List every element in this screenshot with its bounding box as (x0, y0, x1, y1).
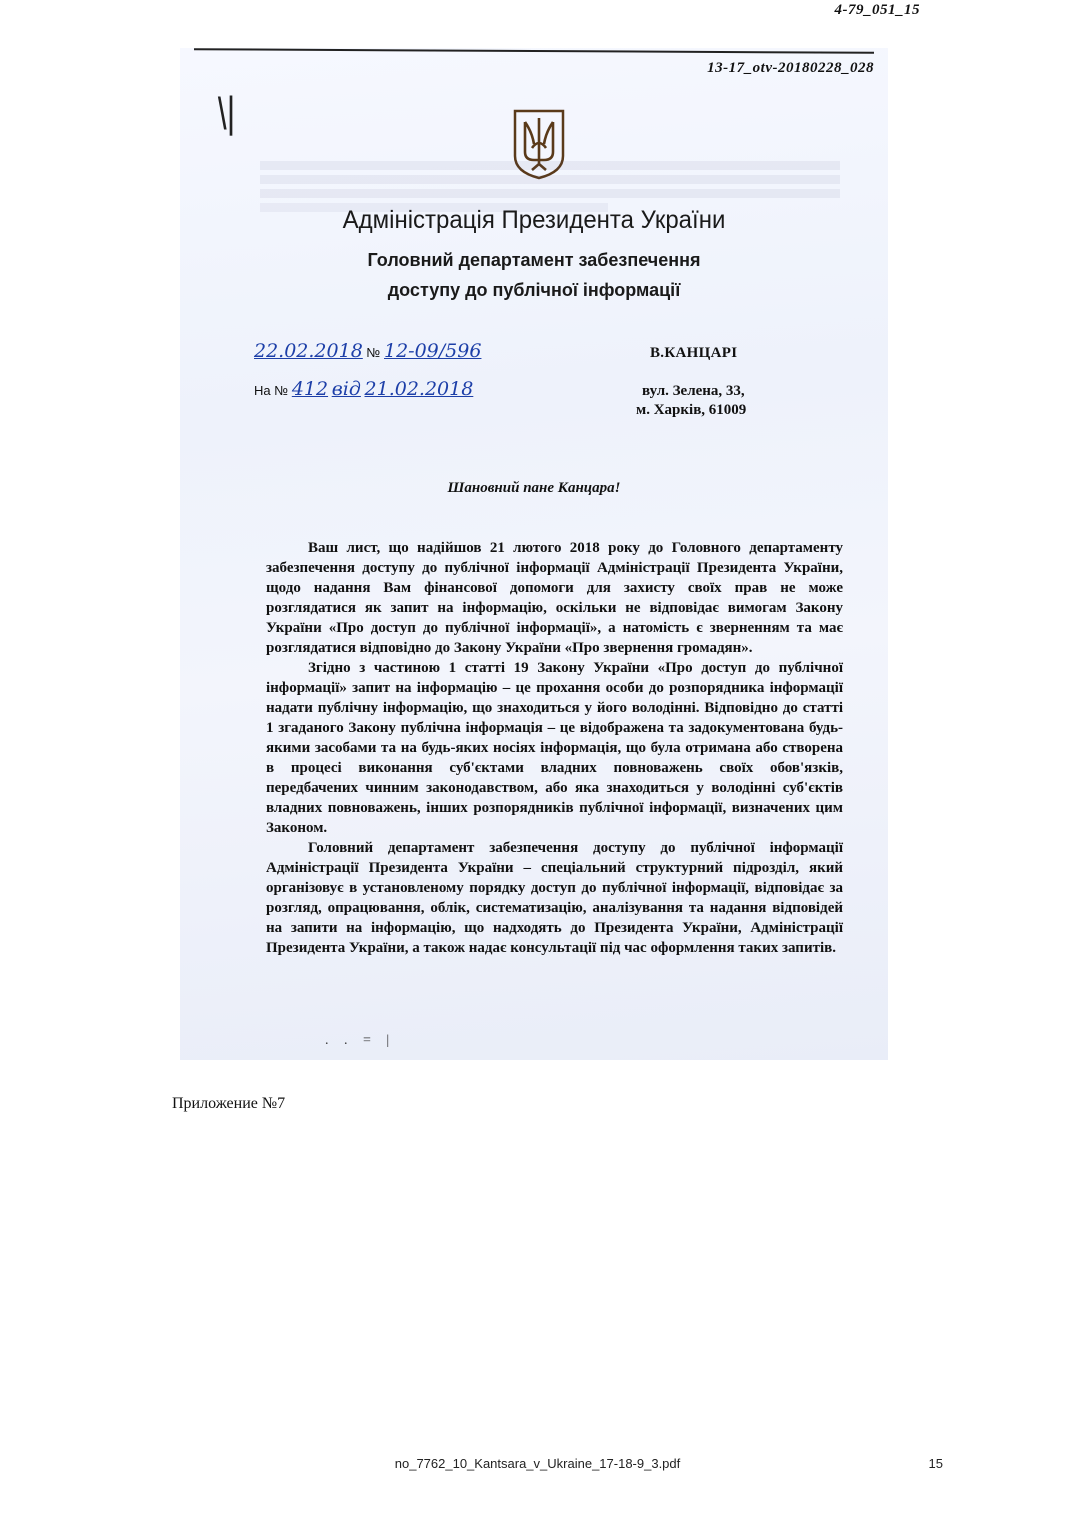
letter-body (266, 538, 843, 958)
paragraph: Згідно з частиною 1 статті 19 Закону України «Про доступ до публічної інформації» запит на інформацію – це прохання особи до розпорядника інформації надати публічну інформацію, що знаходиться у його володінні. Відповідно до статті 1 згаданого Закону публічна інформація – це відображена та задокументована будь-якими засобами та на будь-яких носіях інформація, що була отримана або створена в процесі виконання суб'єктами владних повноважень своїх обов'язків, передбачених чинним законодавством, або яка знаходиться у володінні суб'єктів владних повноважень, інших розпорядників публічної інформації, визначених цим Законом. (266, 660, 843, 836)
organization-name: Адміністрація Президента України (342, 206, 726, 234)
recipient-street: вул. Зелена, 33, (642, 383, 745, 399)
scan-code: 13-17_otv-20180228_028 (707, 60, 874, 76)
annex-label: Приложение №7 (172, 1095, 286, 1112)
reply-date: 21.02.2018 (364, 378, 474, 400)
paragraph: Ваш лист, що надійшов 21 лютого 2018 року до Головного департаменту забезпечення доступу до публічної інформації Адміністрації Президента України, щодо надання Вам фінансової допомоги для захисту своїх прав не може розглядатися як запит на інформацію, оскільки не відповідає вимогам Закону України «Про доступ до публічної інформації», а натомість є зверненням та має розглядатися відповідно до Закону України «Про звернення громадян». (266, 540, 843, 656)
recipient-city: м. Харків, 61009 (636, 402, 747, 418)
department-line2: доступу до публічної інформації (387, 280, 681, 300)
reply-reference-line (254, 378, 473, 400)
registration-line (254, 340, 481, 362)
registration-number: 12-09/596 (384, 340, 482, 362)
recipient-name: В.КАНЦАРІ (650, 345, 738, 361)
bottom-marks: . . = | (325, 1033, 396, 1048)
reply-label: На № (254, 383, 289, 398)
reply-from-label: від (331, 378, 361, 400)
reply-number: 412 (291, 378, 329, 400)
number-label: № (366, 345, 381, 360)
footer-page-number: 15 (928, 1456, 943, 1471)
paragraph: Головний департамент забезпечення доступу до публічної інформації Адміністрації Президента України – спеціальний структурний підрозділ, який організовує в установленому порядку доступ до публічної інформації, відповідає за розгляд, опрацювання, облік, систематизацію, аналізування та надання відповідей на запити на інформацію, що надходять до Президента України, Адміністрації Президента України, а також надає консультації під час оформлення таких запитів. (266, 840, 843, 956)
department-line1: Головний департамент забезпечення (367, 250, 701, 270)
salutation: Шановний пане Канцара! (447, 480, 621, 496)
footer-filename: no_7762_10_Kantsara_v_Ukraine_17-18-9_3.pdf (394, 1456, 681, 1471)
scanned-letter (180, 48, 888, 1060)
document-code: 4-79_051_15 (834, 2, 920, 18)
registration-date: 22.02.2018 (254, 340, 363, 362)
margin-mark: \| (217, 90, 236, 136)
